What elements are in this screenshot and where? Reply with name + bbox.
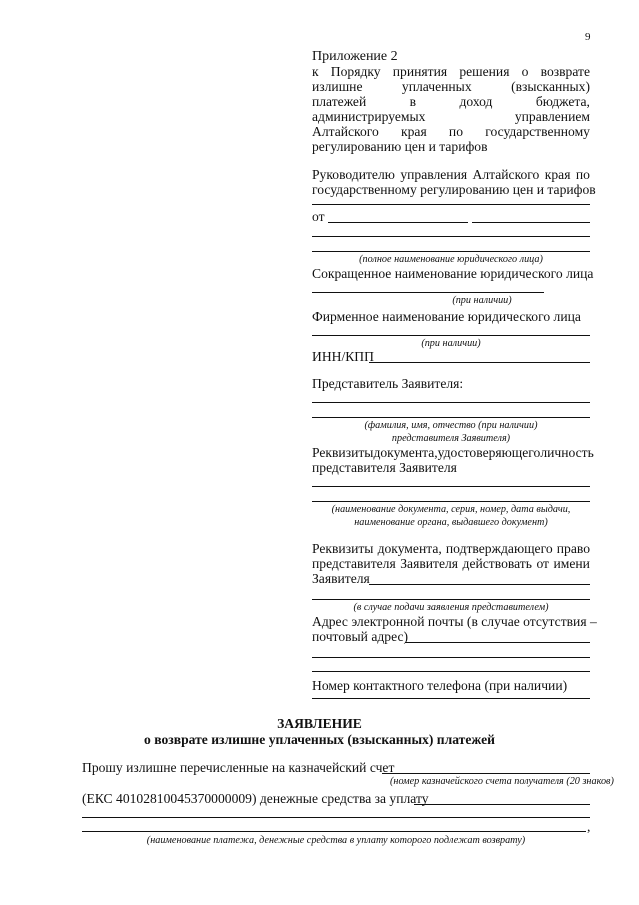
- word: уплаченных: [401, 79, 472, 94]
- appendix-line-1: [312, 64, 590, 80]
- word: Алтайского: [312, 124, 379, 139]
- representative-line-2[interactable]: [312, 417, 590, 418]
- word: Порядку: [330, 64, 381, 79]
- auth-doc-line-3: Заявителя: [312, 571, 370, 586]
- word: по: [575, 167, 590, 182]
- id-doc-line-2: представителя Заявителя: [312, 460, 457, 475]
- word: к: [312, 64, 319, 79]
- payment-field-2[interactable]: [82, 817, 590, 818]
- caption-doc-2: наименование органа, выдавшего документ): [354, 517, 548, 528]
- email-field-3[interactable]: [312, 671, 590, 672]
- auth-doc-field-2[interactable]: [312, 599, 590, 600]
- word: администрируемых: [312, 109, 426, 124]
- appendix-line-5: [312, 124, 590, 140]
- word: бюджета,: [535, 94, 590, 109]
- word: в: [409, 94, 417, 109]
- word: действовать: [462, 556, 532, 571]
- statement-title: ЗАЯВЛЕНИЕ: [277, 716, 362, 731]
- auth-doc-line-1: [312, 541, 590, 557]
- word: подтверждающего: [445, 541, 553, 556]
- word: принятия: [392, 64, 448, 79]
- statement-line-2: (ЕКС 40102810045370000009) денежные средства за уплату: [82, 791, 429, 806]
- caption-payment: (наименование платежа, денежные средства в уплату которого подлежат возврату): [146, 835, 526, 846]
- trailing-comma: ,: [587, 819, 591, 834]
- email-line-1: Адрес электронной почты (в случае отсутствия –: [312, 614, 597, 629]
- from-field-a[interactable]: [328, 222, 468, 223]
- word: Руководителю: [312, 167, 395, 182]
- word: края: [401, 124, 427, 139]
- phone-label: Номер контактного телефона (при наличии): [312, 678, 568, 693]
- word: управления: [400, 167, 468, 182]
- appendix-title: Приложение 2: [312, 49, 398, 64]
- word: платежей: [312, 94, 367, 109]
- word: личность: [540, 445, 594, 460]
- phone-field[interactable]: [312, 698, 590, 699]
- auth-doc-field-1[interactable]: [369, 584, 590, 585]
- treasury-account-field[interactable]: [382, 773, 590, 774]
- word: решения: [459, 64, 510, 79]
- word: государственному: [485, 124, 590, 139]
- short-name-label: Сокращенное наименование юридического лица: [312, 266, 594, 281]
- inn-kpp-field[interactable]: [369, 362, 590, 363]
- email-field-2[interactable]: [312, 657, 590, 658]
- word: о: [521, 64, 529, 79]
- caption-rep-name-1: (фамилия, имя, отчество (при наличии): [364, 420, 538, 431]
- word: края: [544, 167, 571, 182]
- short-name-field[interactable]: [312, 292, 544, 293]
- word: удостоверяющего: [437, 445, 541, 460]
- appendix-line-2: [312, 79, 590, 95]
- word: излишне: [312, 79, 363, 94]
- page-number: 9: [585, 31, 591, 43]
- applicant-line-1[interactable]: [312, 236, 590, 237]
- representative-line-1[interactable]: [312, 402, 590, 403]
- brand-name-field[interactable]: [312, 335, 590, 336]
- word: Реквизиты: [312, 541, 374, 556]
- payment-field-3[interactable]: [82, 831, 586, 832]
- word: управлением: [514, 109, 590, 124]
- applicant-line-2[interactable]: [312, 251, 590, 252]
- caption-doc-1: (наименование документа, серия, номер, дата выдачи,: [331, 504, 571, 515]
- word: (взысканных): [511, 79, 590, 94]
- appendix-line-6: регулированию цен и тарифов: [312, 139, 488, 154]
- word: представителя: [312, 556, 396, 571]
- word: от: [536, 556, 549, 571]
- inn-kpp-label: ИНН/КПП: [312, 349, 374, 364]
- caption-rep-name-2: представителя Заявителя): [391, 433, 511, 444]
- from-label: от: [312, 209, 325, 224]
- recipient-line-2: государственному регулированию цен и тарифов: [312, 182, 596, 197]
- from-field-b[interactable]: [472, 222, 590, 223]
- word: доход: [459, 94, 493, 109]
- word: Алтайского: [472, 167, 540, 182]
- representative-label: Представитель Заявителя:: [312, 376, 464, 391]
- word: документа,: [373, 445, 438, 460]
- word: по: [448, 124, 463, 139]
- caption-if-any-1: (при наличии): [452, 295, 512, 306]
- caption-treasury: (номер казначейского счета получателя (20 знаков): [390, 776, 614, 787]
- auth-doc-line-2: [312, 556, 590, 572]
- id-doc-line-1: [312, 445, 594, 461]
- brand-name-label: Фирменное наименование юридического лица: [312, 309, 581, 324]
- word: возврате: [540, 64, 590, 79]
- caption-full-name: (полное наименование юридического лица): [359, 254, 543, 265]
- word: документа,: [377, 541, 442, 556]
- word: Реквизиты: [312, 445, 374, 460]
- payment-field-1[interactable]: [414, 804, 590, 805]
- statement-line-1: Прошу излишне перечисленные на казначейский счет: [82, 760, 395, 775]
- appendix-line-4: [312, 109, 590, 125]
- statement-subtitle: о возврате излишне уплаченных (взысканных) платежей: [144, 732, 495, 747]
- id-doc-field-2[interactable]: [312, 501, 590, 502]
- caption-by-rep: (в случае подачи заявления представителем): [353, 602, 549, 613]
- caption-if-any-2: (при наличии): [421, 338, 481, 349]
- word: право: [556, 541, 590, 556]
- word: имени: [553, 556, 590, 571]
- appendix-line-3: [312, 94, 590, 110]
- id-doc-field-1[interactable]: [312, 486, 590, 487]
- email-field-1[interactable]: [405, 642, 590, 643]
- recipient-line-1: [312, 167, 590, 183]
- email-line-2: почтовый адрес): [312, 629, 409, 644]
- recipient-blank-line[interactable]: [312, 204, 590, 205]
- word: Заявителя: [400, 556, 459, 571]
